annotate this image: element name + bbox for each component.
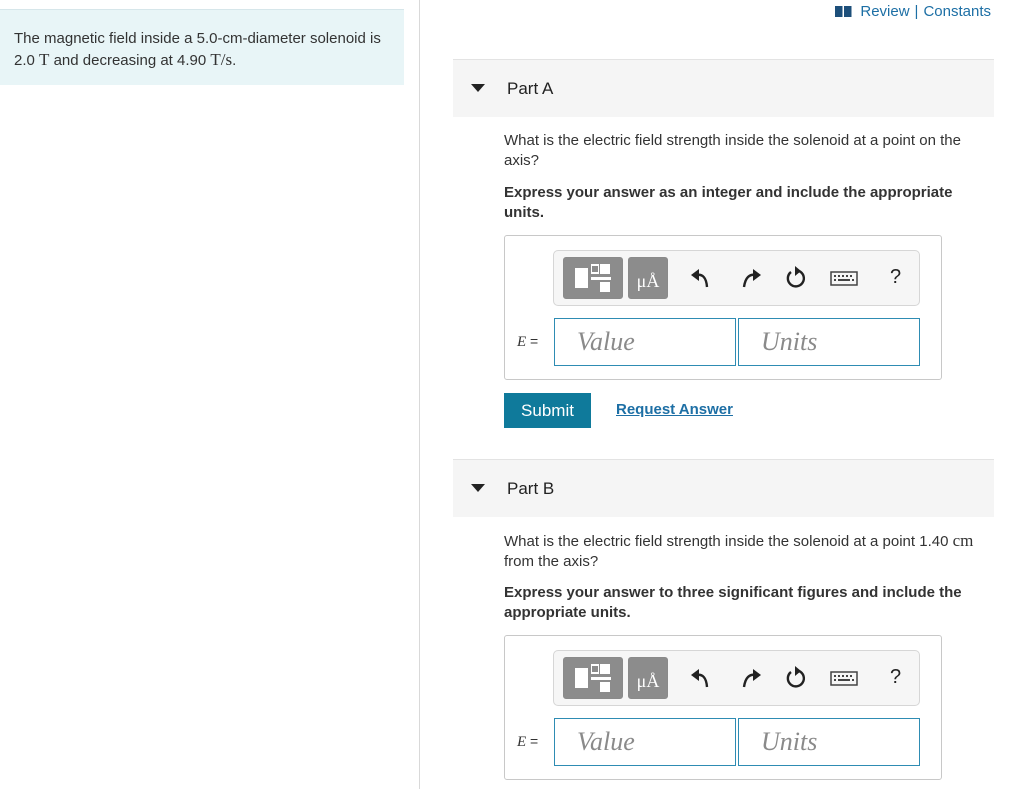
part-b-title: Part B <box>507 478 555 498</box>
units-mu-angstrom-icon <box>629 658 667 698</box>
variable-label: E = <box>517 733 539 750</box>
problem-text: . <box>232 52 237 69</box>
help-icon[interactable]: ? <box>890 266 902 288</box>
unit-cm: cm <box>952 531 974 550</box>
part-b-instruction: Express your answer to three significant figures and include the appropriate units. <box>504 584 962 621</box>
problem-statement <box>0 9 404 85</box>
undo-icon[interactable] <box>690 265 714 291</box>
review-link[interactable]: Review <box>860 3 910 20</box>
keyboard-icon[interactable] <box>830 265 858 291</box>
units-mu-angstrom-icon <box>629 258 667 298</box>
part-b-header[interactable] <box>453 459 994 517</box>
units-input[interactable]: Units <box>738 318 920 366</box>
problem-text: The magnetic field inside a 5.0-cm-diameter solenoid is 2.0 <box>14 30 381 69</box>
svg-text:μÅ: μÅ <box>636 271 660 291</box>
reset-icon[interactable] <box>784 665 808 691</box>
fraction-template-button[interactable] <box>563 657 623 699</box>
redo-icon[interactable] <box>738 265 762 291</box>
part-a-title: Part A <box>507 78 554 98</box>
units-button[interactable] <box>628 657 668 699</box>
value-input[interactable]: Value <box>554 718 736 766</box>
top-links <box>835 3 991 20</box>
undo-icon[interactable] <box>690 665 714 691</box>
request-answer-link[interactable]: Request Answer <box>616 401 733 418</box>
problem-pane <box>0 0 420 789</box>
reset-icon[interactable] <box>784 265 808 291</box>
part-a-instruction: Express your answer as an integer and include the appropriate units. <box>504 184 953 221</box>
units-button[interactable] <box>628 257 668 299</box>
submit-button[interactable]: Submit <box>504 393 591 428</box>
unit-tesla: T <box>39 50 50 69</box>
help-icon[interactable]: ? <box>890 666 902 688</box>
part-a-question: What is the electric field strength inside the solenoid at a point on the axis? <box>504 132 961 169</box>
part-a-answer-box <box>504 235 942 380</box>
math-toolbar <box>553 250 920 306</box>
part-a-header[interactable] <box>453 59 994 117</box>
collapse-triangle-icon[interactable] <box>471 84 485 92</box>
part-b-answer-box <box>504 635 942 780</box>
units-input[interactable]: Units <box>738 718 920 766</box>
fraction-template-icon <box>564 658 622 698</box>
redo-icon[interactable] <box>738 665 762 691</box>
book-icon <box>835 6 852 18</box>
svg-text:μÅ: μÅ <box>636 671 660 691</box>
math-toolbar <box>553 650 920 706</box>
keyboard-icon[interactable] <box>830 665 858 691</box>
value-input[interactable]: Value <box>554 318 736 366</box>
link-separator: | <box>914 3 919 20</box>
variable-label: E = <box>517 333 539 350</box>
collapse-triangle-icon[interactable] <box>471 484 485 492</box>
fraction-template-icon <box>564 258 622 298</box>
part-b-question: What is the electric field strength inside the solenoid at a point 1.40 cm from the axis? <box>504 531 974 570</box>
problem-text: and decreasing at 4.90 <box>49 52 211 69</box>
constants-link[interactable]: Constants <box>923 3 991 20</box>
fraction-template-button[interactable] <box>563 257 623 299</box>
unit-tesla-per-second: T/s <box>210 50 233 69</box>
